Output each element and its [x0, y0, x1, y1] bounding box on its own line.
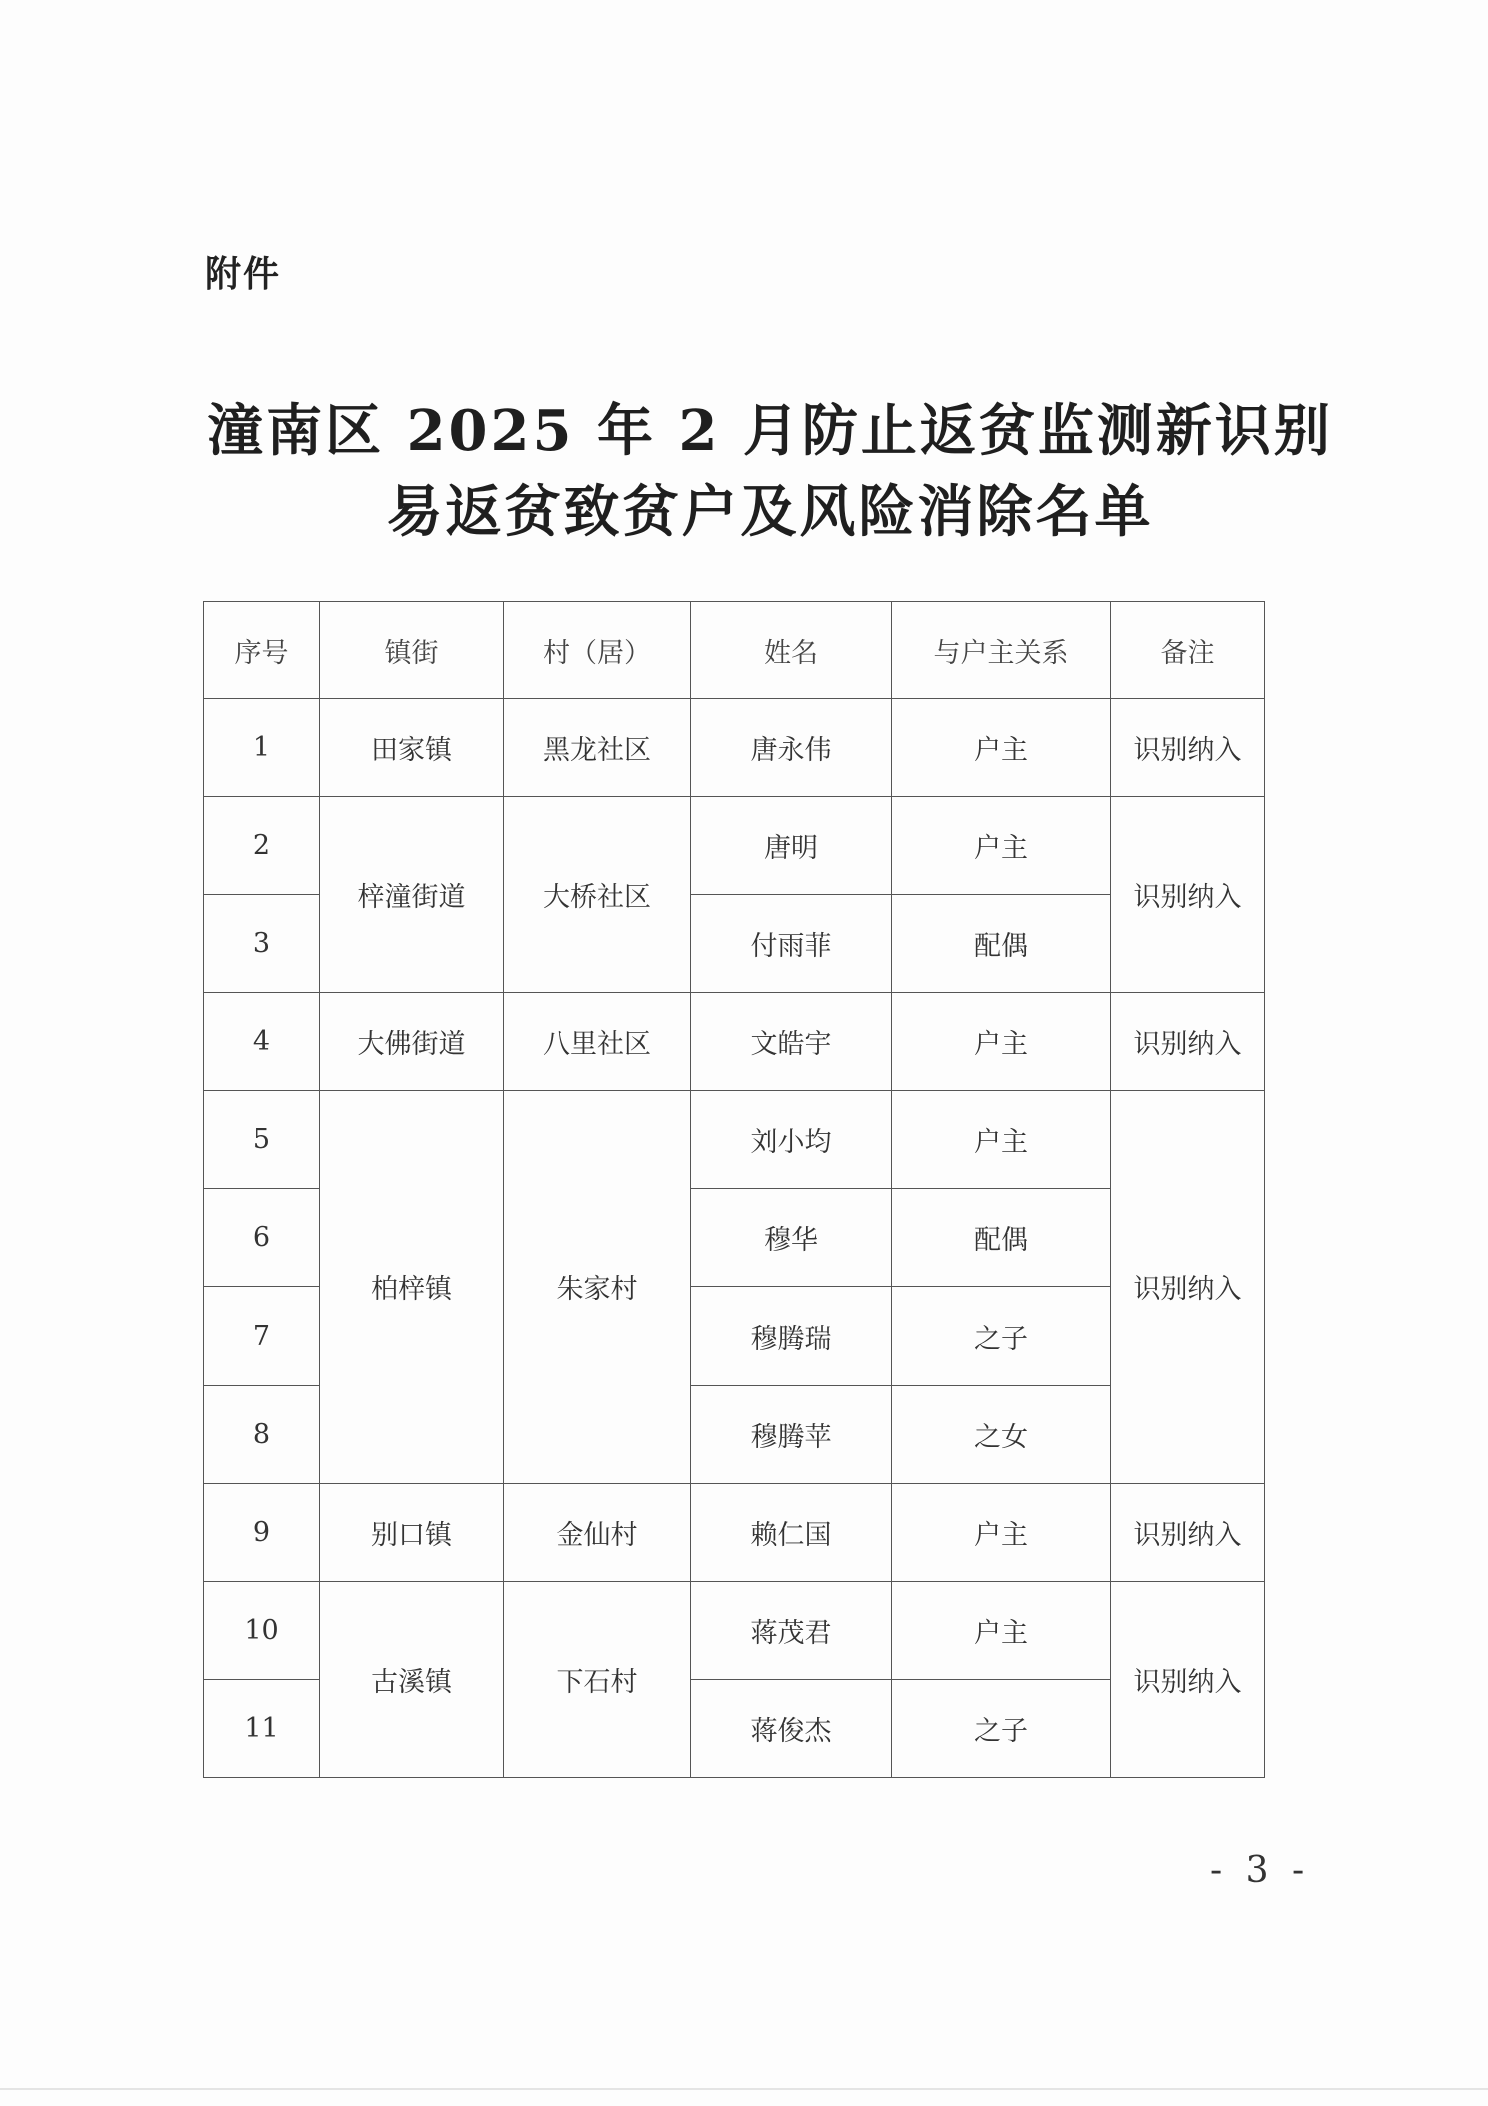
cell-no: 6 — [204, 1189, 320, 1287]
cell-no: 11 — [204, 1679, 320, 1777]
table-header-row — [204, 602, 1265, 699]
cell-village: 大桥社区 — [504, 797, 691, 993]
cell-town: 古溪镇 — [320, 1581, 504, 1777]
cell-note: 识别纳入 — [1111, 993, 1265, 1091]
cell-no: 7 — [204, 1287, 320, 1385]
cell-relation: 配偶 — [892, 1189, 1111, 1287]
cell-note: 识别纳入 — [1111, 1091, 1265, 1483]
cell-relation: 之子 — [892, 1287, 1111, 1385]
cell-name: 唐永伟 — [691, 699, 892, 797]
header-cell-village: 村（居） — [504, 602, 691, 699]
cell-name: 唐明 — [691, 797, 892, 895]
cell-no: 1 — [204, 699, 320, 797]
household-list-table-wrapper — [203, 601, 1264, 1778]
cell-note: 识别纳入 — [1111, 1483, 1265, 1581]
document-title-line-1: 潼南区 2025 年 2 月防止返贫监测新识别 — [207, 398, 1333, 464]
header-cell-note: 备注 — [1111, 602, 1265, 699]
table-row — [204, 1091, 1265, 1189]
table-body — [204, 699, 1265, 1778]
cell-village: 八里社区 — [504, 993, 691, 1091]
table-row — [204, 1483, 1265, 1581]
cell-no: 4 — [204, 993, 320, 1091]
cell-no: 8 — [204, 1385, 320, 1483]
cell-name: 赖仁国 — [691, 1483, 892, 1581]
cell-relation: 户主 — [892, 699, 1111, 797]
cell-name: 穆华 — [691, 1189, 892, 1287]
attachment-label: 附件 — [205, 254, 282, 295]
cell-town: 田家镇 — [320, 699, 504, 797]
page-bottom-edge — [0, 2088, 1488, 2090]
header-cell-relation: 与户主关系 — [892, 602, 1111, 699]
cell-name: 蒋茂君 — [691, 1581, 892, 1679]
cell-note: 识别纳入 — [1111, 699, 1265, 797]
cell-name: 穆腾瑞 — [691, 1287, 892, 1385]
cell-village: 金仙村 — [504, 1483, 691, 1581]
cell-note: 识别纳入 — [1111, 797, 1265, 993]
cell-name: 付雨菲 — [691, 895, 892, 993]
table-row — [204, 993, 1265, 1091]
cell-no: 2 — [204, 797, 320, 895]
cell-relation: 配偶 — [892, 895, 1111, 993]
cell-no: 5 — [204, 1091, 320, 1189]
cell-note: 识别纳入 — [1111, 1581, 1265, 1777]
cell-town: 柏梓镇 — [320, 1091, 504, 1483]
cell-name: 文皓宇 — [691, 993, 892, 1091]
cell-relation: 户主 — [892, 1091, 1111, 1189]
table-row — [204, 797, 1265, 895]
header-cell-no: 序号 — [204, 602, 320, 699]
cell-no: 10 — [204, 1581, 320, 1679]
header-cell-name: 姓名 — [691, 602, 892, 699]
cell-relation: 户主 — [892, 993, 1111, 1091]
cell-relation: 之女 — [892, 1385, 1111, 1483]
table-row — [204, 699, 1265, 797]
cell-village: 朱家村 — [504, 1091, 691, 1483]
cell-no: 3 — [204, 895, 320, 993]
header-cell-town: 镇街 — [320, 602, 504, 699]
cell-town: 大佛街道 — [320, 993, 504, 1091]
table-row — [204, 1581, 1265, 1679]
household-list-table — [203, 601, 1265, 1778]
document-title-line-2: 易返贫致贫户及风险消除名单 — [386, 479, 1154, 545]
cell-relation: 之子 — [892, 1679, 1111, 1777]
cell-town: 梓潼街道 — [320, 797, 504, 993]
cell-village: 黑龙社区 — [504, 699, 691, 797]
cell-relation: 户主 — [892, 797, 1111, 895]
cell-relation: 户主 — [892, 1581, 1111, 1679]
cell-name: 穆腾苹 — [691, 1385, 892, 1483]
cell-name: 刘小均 — [691, 1091, 892, 1189]
page-number: - 3 - — [1210, 1850, 1311, 1891]
cell-name: 蒋俊杰 — [691, 1679, 892, 1777]
cell-relation: 户主 — [892, 1483, 1111, 1581]
cell-no: 9 — [204, 1483, 320, 1581]
cell-town: 别口镇 — [320, 1483, 504, 1581]
cell-village: 下石村 — [504, 1581, 691, 1777]
